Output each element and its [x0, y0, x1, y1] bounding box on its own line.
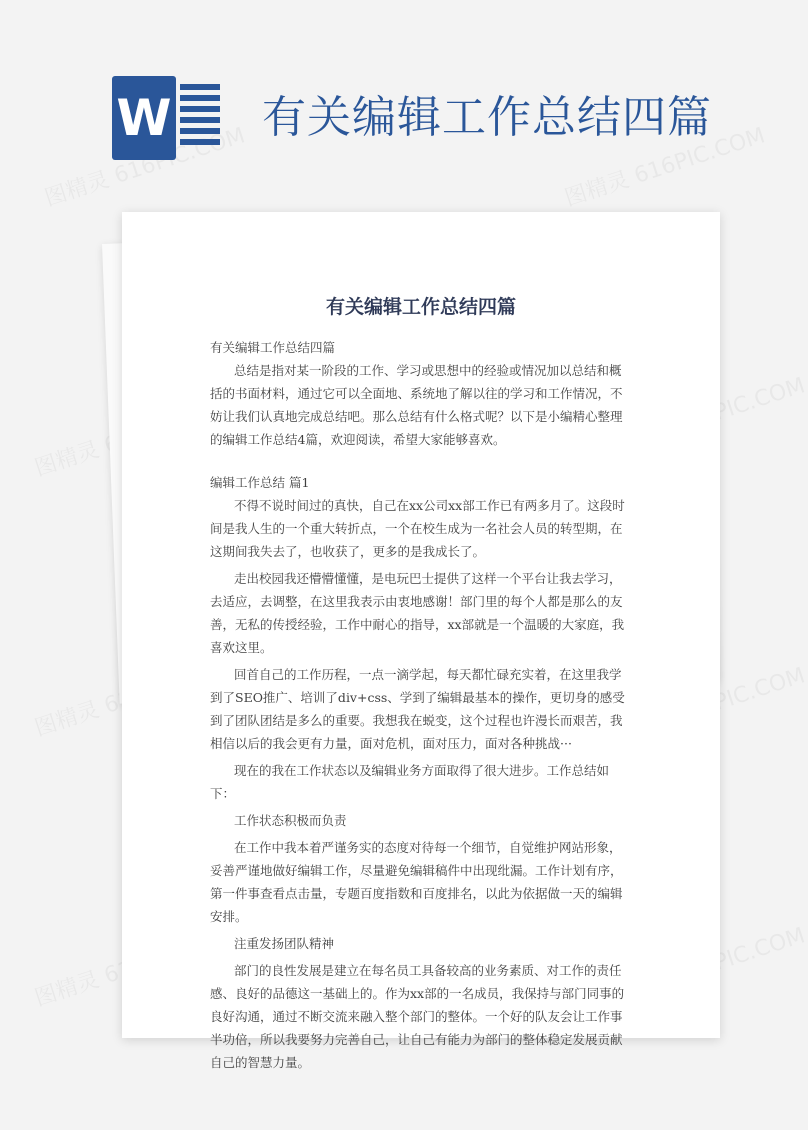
- body-paragraph: 走出校园我还懵懵懂懂，是电玩巴士提供了这样一个平台让我去学习，去适应，去调整，在这里我表示由衷地感谢！部门里的每个人都是那么的友善，无私的传授经验，工作中耐心的指导，xx部就是一个温暖的大家庭，我喜欢这里。: [210, 571, 625, 655]
- body-paragraph: 现在的我在工作状态以及编辑业务方面取得了很大进步。工作总结如下：: [210, 763, 610, 801]
- document-body: [210, 336, 630, 1078]
- intro-paragraph: 总结是指对某一阶段的工作、学习或思想中的经验或情况加以总结和概括的书面材料，通过它可以全面地、系统地了解以往的学习和工作情况，不妨让我们认真地完成总结吧。那么总结有什么格式呢？以下是小编精心整理的编辑工作总结4篇，欢迎阅读，希望大家能够喜欢。: [210, 363, 623, 447]
- subheading-team-spirit: 注重发扬团队精神: [234, 936, 335, 951]
- subheading-work-status: 工作状态积极而负责: [234, 813, 347, 828]
- section-heading: 编辑工作总结 篇1: [210, 475, 310, 490]
- document-title: 有关编辑工作总结四篇: [325, 296, 516, 318]
- body-paragraph: 回首自己的工作历程，一点一滴学起，每天都忙碌充实着，在这里我学到了SEO推广、培训了div+css、学到了编辑最基本的操作，更切身的感受到了团队团结是多么的重要。我想我在蜕变，这个过程也许漫长而艰苦，我相信以后的我会更有力量，面对危机，面对压力，面对各种挑战···: [210, 667, 625, 751]
- document-subtitle: 有关编辑工作总结四篇: [210, 340, 336, 355]
- body-paragraph: 不得不说时间过的真快，自己在xx公司xx部工作已有两多月了。这段时间是我人生的一个重大转折点，一个在校生成为一名社会人员的转型期，在这期间我失去了，也收获了，更多的是我成长了。: [210, 498, 625, 559]
- word-logo-letter: W: [112, 76, 176, 160]
- header-title: 有关编辑工作总结四篇: [262, 92, 712, 143]
- body-paragraph: 部门的良性发展是建立在每名员工具备较高的业务素质、对工作的责任感、良好的品德这一基础上的。作为xx部的一名成员，我保持与部门同事的良好沟通，通过不断交流来融入整个部门的整体。一个好的队友会让工作事半功倍，所以我要努力完善自己，让自己有能力为部门的整体稳定发展贡献自己的智慧力量。: [210, 963, 625, 1070]
- document-page: [122, 212, 720, 1070]
- body-paragraph: 在工作中我本着严谨务实的态度对待每一个细节，自觉维护网站形象，妥善严谨地做好编辑工作，尽量避免编辑稿件中出现纰漏。工作计划有序，第一件事查看点击量，专题百度指数和百度排名，以此为依据做一天的编辑安排。: [210, 840, 623, 924]
- word-app-icon: [112, 76, 216, 160]
- word-logo-lines: [180, 84, 220, 150]
